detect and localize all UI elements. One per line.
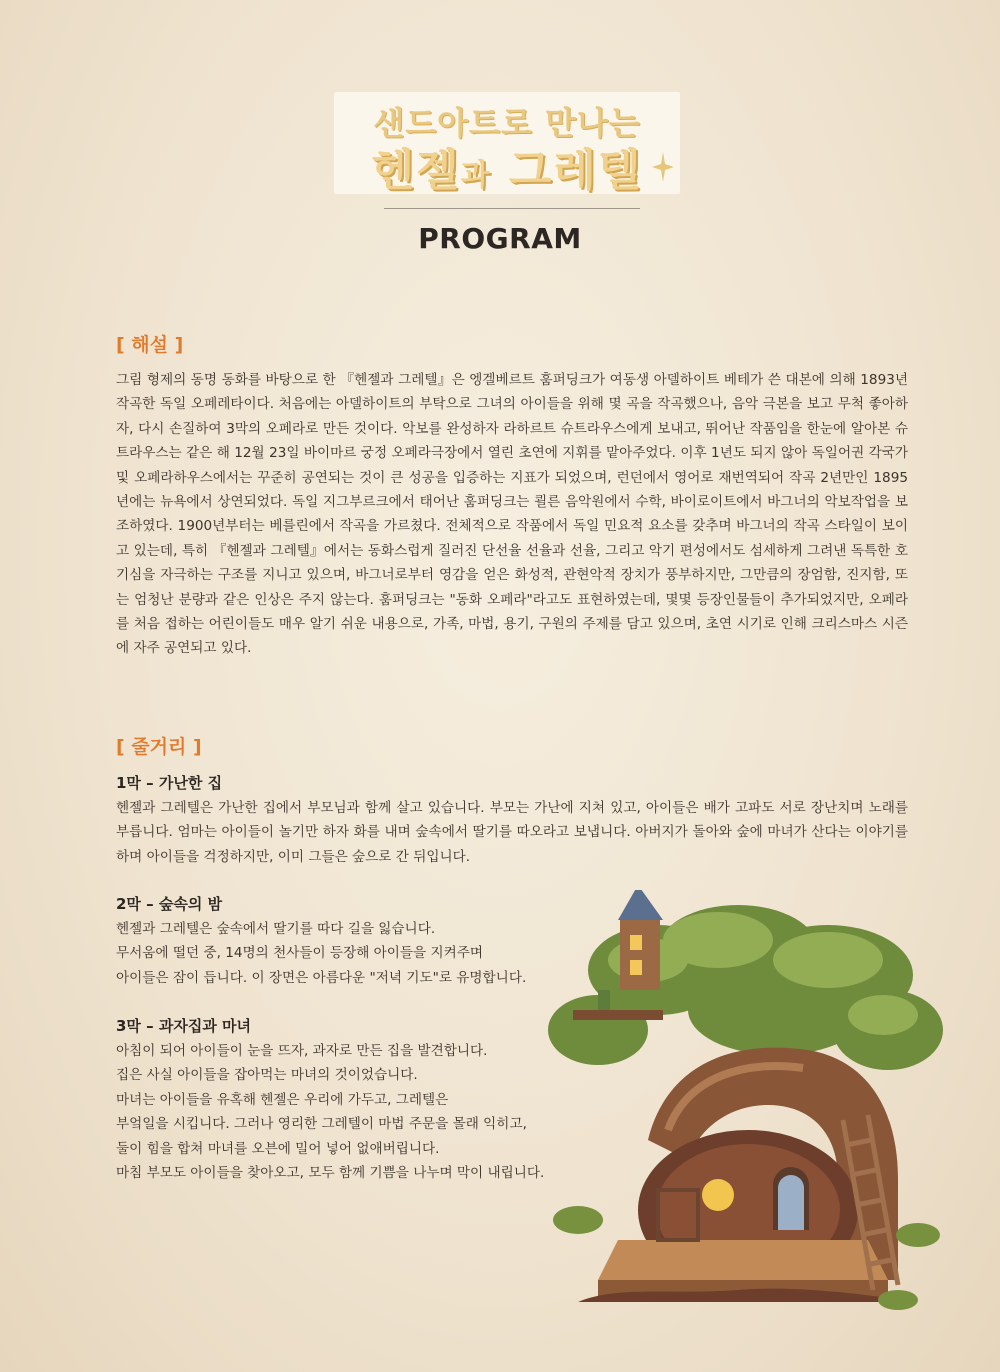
act2-line: 무서움에 떨던 중, 14명의 천사들이 등장해 아이들을 지켜주며 — [116, 945, 484, 962]
program-title: PROGRAM — [418, 222, 582, 255]
act2-title: 2막 – 숲속의 밤 — [116, 895, 223, 913]
act1-text: 헨젤과 그레텔은 가난한 집에서 부모님과 함께 살고 있습니다. 부모는 가난에 지쳐 있고, 아이들은 배가 고파도 서로 장난치며 노래를 부릅니다. 엄마는 아이들이 놀기만 하자 화를 내며 숲속에서 딸기를 따오라고 보냅니다. 아버지가 돌아와 숲에 마녀가 산다는 이야기를 하며 아이들을 걱정하지만, 이미 그들은 숲으로 간 뒤입니다. — [116, 800, 908, 865]
logo-subtitle: 샌드아트로 만나는 — [373, 104, 641, 142]
logo-title-gretel: 그레텔 — [508, 145, 643, 196]
logo-title-and: 과 — [460, 158, 492, 193]
act3-line: 마녀는 아이들을 유혹해 헨젤은 우리에 가두고, 그레텔은 — [116, 1091, 449, 1108]
act3-title: 3막 – 과자집과 마녀 — [116, 1017, 252, 1035]
act2-line: 아이들은 잠이 듭니다. 이 장면은 아름다운 "저녁 기도"로 유명합니다. — [116, 969, 527, 986]
act3-text — [116, 1039, 586, 1185]
commentary-heading: [ 해설 ] — [116, 334, 184, 356]
act3-line: 집은 사실 아이들을 잡아먹는 마녀의 것이었습니다. — [116, 1067, 418, 1084]
logo-title-hansel: 헨젤 — [371, 145, 461, 196]
synopsis-heading: [ 줄거리 ] — [116, 736, 202, 758]
logo-title — [334, 134, 680, 198]
act2-line: 헨젤과 그레텔은 숲속에서 딸기를 따다 길을 잃습니다. — [116, 921, 436, 937]
header-divider — [384, 208, 640, 209]
commentary-text: 그림 형제의 동명 동화를 바탕으로 한 『헨젤과 그레텔』은 엥겔베르트 훔퍼딩크가 여동생 아델하이트 베테가 쓴 대본에 의해 1893년 작곡한 독일 오페레타이다. 처음에는 아델하이트의 부탁으로 그녀의 아이들을 위해 몇 곡을 작곡했으나, 음악 극본을 보고 무척 좋아하자, 다시 손질하여 3막의 오페라로 만든 것이다. 악보를 완성하자 라하르트 슈트라우스에게 보내고, 뛰어난 작품임을 한눈에 알아본 슈트라우스는 같은 해 12월 23일 바이마르 궁정 오페라극장에서 열린 초연에 지휘를 맡아주었다. 이후 1년도 되지 않아 독일어권 각국가 및 오페라하우스에서는 꾸준히 공연되는 것이 큰 성공을 입증하는 지표가 되었으며, 런던에서 영어로 재번역되어 작곡 2년만인 1895년에는 뉴욕에서 상연되었다. 독일 지그부르크에서 태어난 훔퍼딩크는 쾰른 음악원에서 수학, 바이로이트에서 바그너의 악보작업을 보조하였다. 1900년부터는 베를린에서 작곡을 가르쳤다. 전체적으로 작품에서 독일 민요적 요소를 갖추며 바그너의 작곡 스타일이 보이고 있는데, 특히 『헨젤과 그레텔』에서는 동화스럽게 질러진 단선율 선율과 선율, 그리고 악기 편성에서도 섬세하게 그려낸 독특한 호기심을 자극하는 구조를 지니고 있으며, 바그너로부터 영감을 얻은 화성적, 관현악적 장치가 풍부하지만, 그만큼의 장엄함, 진지함, 또는 엄청난 분량과 같은 인상은 주지 않는다. 훔퍼딩크는 "동화 오페라"라고도 표현하였는데, 몇몇 등장인물들이 추가되었지만, 오페라를 처음 접하는 어린이들도 매우 알기 쉬운 내용으로, 가족, 마법, 용기, 구원의 주제를 담고 있으며, 초연 시기로 인해 크리스마스 시즌에 자주 공연되고 있다. — [116, 372, 908, 657]
act2-text — [116, 917, 586, 990]
act3-line: 둘이 힘을 합쳐 마녀를 오븐에 밀어 넣어 없애버립니다. — [116, 1140, 440, 1157]
act3-line: 마침 부모도 아이들을 찾아오고, 모두 함께 기쁨을 나누며 막이 내립니다. — [116, 1165, 545, 1182]
title-logo — [334, 92, 680, 194]
sparkle-icon — [652, 152, 674, 182]
treehouse-illustration-icon — [538, 890, 958, 1320]
act3-line: 부엌일을 시킵니다. 그러나 영리한 그레텔이 마법 주문을 몰래 익히고, — [116, 1116, 527, 1133]
act1-title: 1막 – 가난한 집 — [116, 774, 223, 792]
act3-line: 아침이 되어 아이들이 눈을 뜨자, 과자로 만든 집을 발견합니다. — [116, 1043, 488, 1059]
